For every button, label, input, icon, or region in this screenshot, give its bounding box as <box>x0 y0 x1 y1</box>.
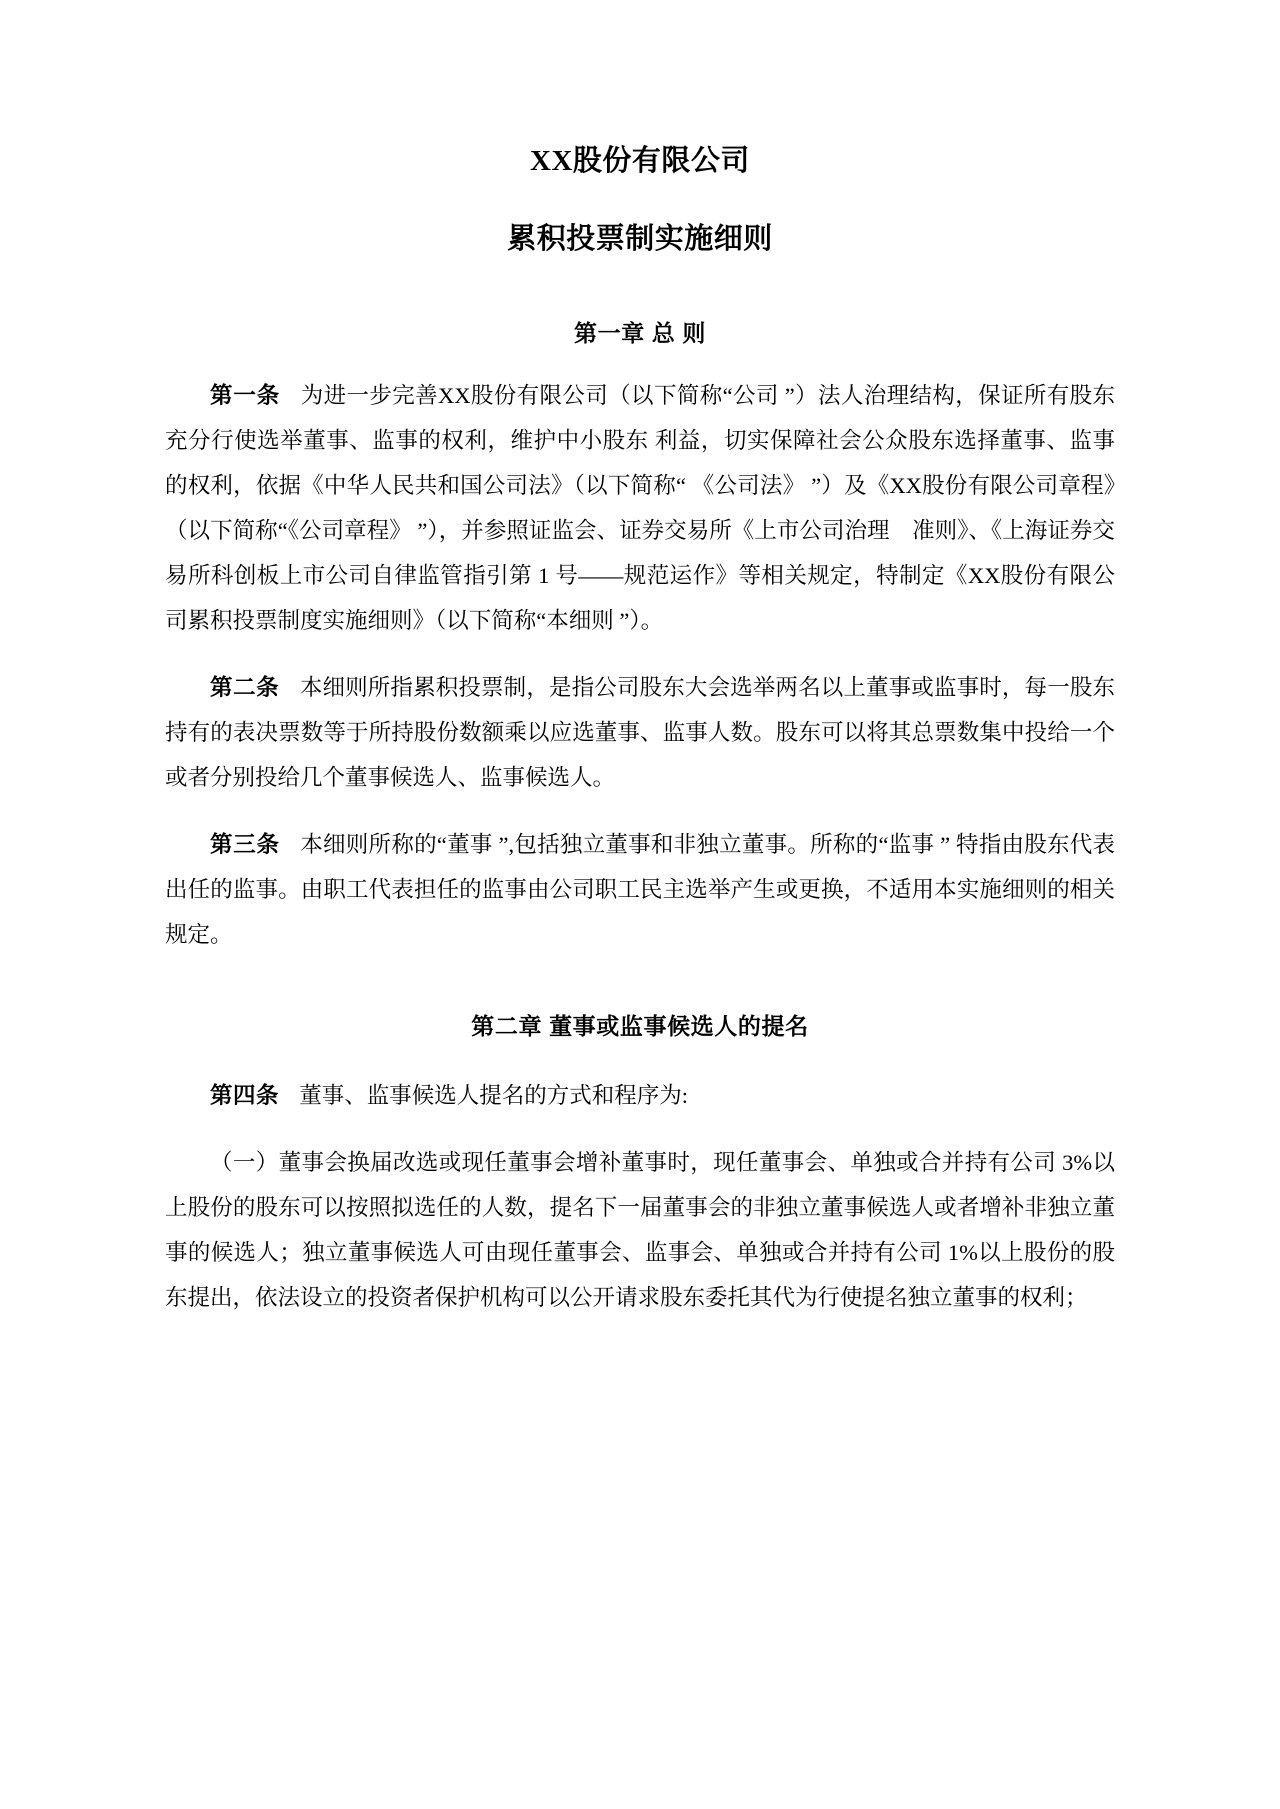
article-2-label: 第二条 <box>210 674 280 700</box>
chapter-heading-1: 第一章 总 则 <box>574 320 706 347</box>
article-3-paragraph <box>165 822 1115 957</box>
document-title-line-1: XX股份有限公司 <box>530 145 750 177</box>
article-3-label: 第三条 <box>210 831 280 857</box>
article-1-label: 第一条 <box>210 382 281 408</box>
article-1-text: 为进一步完善XX股份有限公司（以下简称“公司 ”）法人治理结构，保证所有股东充分行使选举董事、监事的权利，维护中小股东 利益，切实保障社会公众股东选择董事、监事的权利，依据《中华人民共和国公司法》（以下简称“ 《公司法》 ”）及《XX股份有限公司章程》（以下简称“《公司章程》 ”），并参照证监会、证券交易所《上市公司治理 准则》、《上海证券交易所科创板上市公司自律监管指引第 1 号——规范运作》等相关规定，特制定《XX股份有限公司累积投票制度实施细则》（以下简称“本细则 ”）。 <box>165 382 1115 633</box>
article-2-text: 本细则所指累积投票制，是指公司股东大会选举两名以上董事或监事时，每一股东持有的表决票数等于所持股份数额乘以应选董事、监事人数。股东可以将其总票数集中投给一个或者分别投给几个董事候选人、监事候选人。 <box>165 674 1115 790</box>
article-4-paragraph <box>165 1073 1115 1118</box>
article-3-text: 本细则所称的“董事 ”,包括独立董事和非独立董事。所称的“监事 ” 特指由股东代表出任的监事。由职工代表担任的监事由公司职工民主选举产生或更换，不适用本实施细则的相关规定。 <box>165 831 1115 947</box>
article-4-text: 董事、监事候选人提名的方式和程序为: <box>299 1083 689 1109</box>
article-4-item-1 <box>165 1140 1115 1320</box>
document-title-line-2: 累积投票制实施细则 <box>507 223 773 256</box>
article-4-label: 第四条 <box>210 1083 280 1109</box>
chapter-heading-2: 第二章 董事或监事候选人的提名 <box>471 1012 809 1039</box>
article-4-item-1-text: （一）董事会换届改选或现任董事会增补董事时，现任董事会、单独或合并持有公司 3%以上股份的股东可以按照拟选任的人数，提名下一届董事会的非独立董事候选人或者增补非独立董事的候选人；独立董事候选人可由现任董事会、监事会、单独或合并持有公司 1%以上股份的股东提出，依法设立的投资者保护机构可以公开请求股东委托其代为行使提名独立董事的权利； <box>165 1150 1115 1311</box>
article-1-paragraph <box>165 373 1115 643</box>
article-2-paragraph <box>165 665 1115 800</box>
